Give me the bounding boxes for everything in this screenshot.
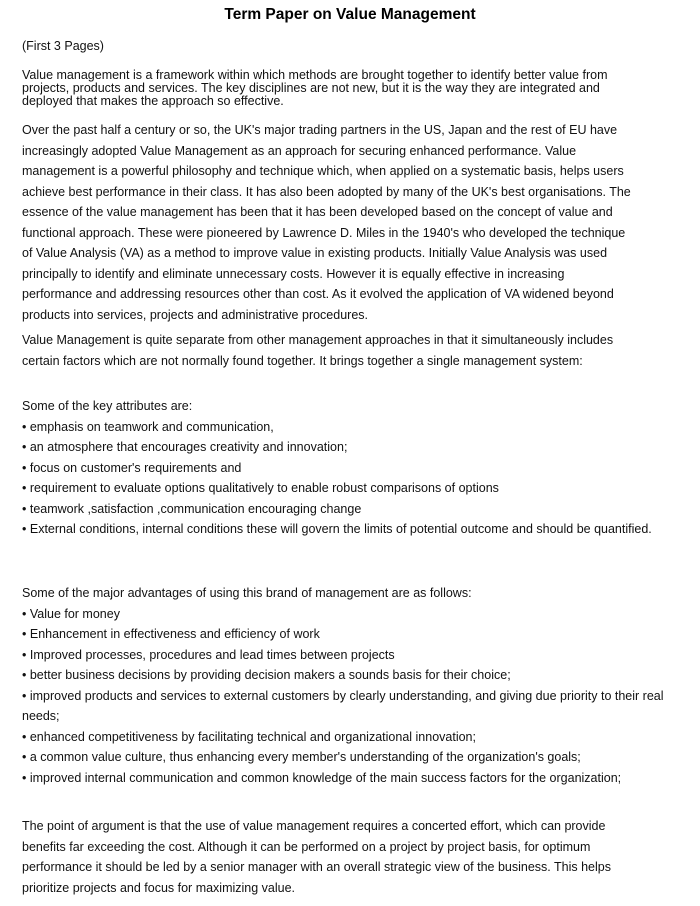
advantages-section xyxy=(22,583,682,788)
paragraph-line: Over the past half a century or so, the UK's major trading partners in the US, Japan and the rest of EU have xyxy=(22,123,618,137)
list-item: • focus on customer's requirements and xyxy=(22,458,682,479)
attributes-list xyxy=(22,417,682,540)
paragraph-line: The point of argument is that the use of value management requires a concerted effort, which can provide xyxy=(22,819,606,833)
list-item: • Value for money xyxy=(22,604,682,625)
document-title: Term Paper on Value Management xyxy=(224,6,476,23)
paragraph-line: performance it should be led by a senior manager with an overall strategic view of the business. This helps xyxy=(22,860,611,874)
paragraph-line: Value management is a framework within which methods are brought together to identify better value from xyxy=(22,68,608,82)
paragraph-line: Value Management is quite separate from other management approaches in that it simultaneously includes xyxy=(22,333,614,347)
paragraph-line: management is a powerful philosophy and technique which, when applied on a systematic basis, helps users xyxy=(22,164,624,178)
list-item: • a common value culture, thus enhancing every member's understanding of the organization's goals; xyxy=(22,747,682,768)
list-item: • emphasis on teamwork and communication, xyxy=(22,417,682,438)
paragraph-line: essence of the value management has been that it has been developed based on the concept of value and xyxy=(22,205,613,219)
attributes-heading: Some of the key attributes are: xyxy=(22,399,193,413)
paragraph-line: benefits far exceeding the cost. Although it can be performed on a project by project basis, for optimum xyxy=(22,839,591,854)
paragraph-line: prioritize projects and focus for maximizing value. xyxy=(22,880,296,895)
paragraph-line: performance and addressing resources other than cost. As it evolved the application of VA widened beyond xyxy=(22,287,614,301)
paragraph-line: increasingly adopted Value Management as an approach for securing enhanced performance. Value xyxy=(22,143,577,158)
list-item: • an atmosphere that encourages creativity and innovation; xyxy=(22,437,682,458)
document-subtitle: (First 3 Pages) xyxy=(22,39,104,53)
paragraph-line: of Value Analysis (VA) as a method to improve value in existing products. Initially Value Analysis was used xyxy=(22,246,608,260)
advantages-heading: Some of the major advantages of using this brand of management are as follows: xyxy=(22,586,472,600)
list-item: • better business decisions by providing decision makers a sounds basis for their choice; xyxy=(22,665,682,686)
history-paragraph xyxy=(22,120,682,325)
paragraph-line: deployed that makes the approach so effective. xyxy=(22,94,284,108)
list-item: • teamwork ,satisfaction ,communication encouraging change xyxy=(22,499,682,520)
intro-paragraph xyxy=(22,69,682,108)
paragraph-line: products into services, projects and administrative procedures. xyxy=(22,307,368,322)
paragraph-line: certain factors which are not normally found together. It brings together a single management system: xyxy=(22,353,583,368)
list-item: • External conditions, internal conditions these will govern the limits of potential outcome and should be quantified. xyxy=(22,519,682,540)
paragraph-line: projects, products and services. The key disciplines are not new, but it is the way they are integrated and xyxy=(22,81,600,95)
list-item: • Enhancement in effectiveness and efficiency of work xyxy=(22,624,682,645)
attributes-section xyxy=(22,396,682,540)
paragraph-line: achieve best performance in their class. It has also been adopted by many of the UK's best organisations. The xyxy=(22,184,631,199)
advantages-list xyxy=(22,604,682,789)
paragraph-line: functional approach. These were pioneered by Lawrence D. Miles in the 1940's who developed the technique xyxy=(22,225,626,240)
list-item: • requirement to evaluate options qualitatively to enable robust comparisons of options xyxy=(22,478,682,499)
list-item: • improved internal communication and common knowledge of the main success factors for the organization; xyxy=(22,768,682,789)
paragraph-line: principally to identify and eliminate unnecessary costs. However it is equally effective in increasing xyxy=(22,266,565,281)
separate-paragraph xyxy=(22,330,682,371)
list-item: • enhanced competitiveness by facilitating technical and organizational innovation; xyxy=(22,727,682,748)
conclusion-paragraph xyxy=(22,816,682,898)
list-item: • Improved processes, procedures and lead times between projects xyxy=(22,645,682,666)
list-item: • improved products and services to external customers by clearly understanding, and giving due priority to their real needs; xyxy=(22,686,682,727)
